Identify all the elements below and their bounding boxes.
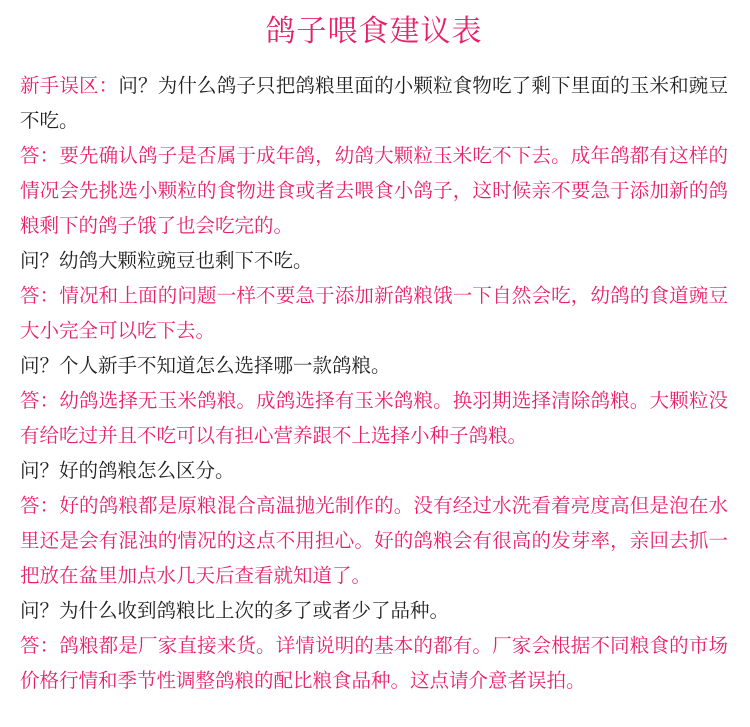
page-title: 鸽子喂食建议表 — [265, 14, 483, 49]
answer-3: 答：幼鸽选择无玉米鸽粮。成鸽选择有玉米鸽粮。换羽期选择清除鸽粮。大颗粒没有给吃过并且不吃可以有担心营养跟不上选择小种子鸽粮。 — [20, 389, 728, 447]
answer-2: 答：情况和上面的问题一样不要急于添加新鸽粮饿一下自然会吃，幼鸽的食道豌豆大小完全可以吃下去。 — [20, 284, 728, 342]
qa-list — [20, 68, 728, 698]
question-5: 问？为什么收到鸽粮比上次的多了或者少了品种。 — [20, 599, 450, 622]
intro-question — [20, 68, 728, 138]
answer-1: 答：要先确认鸽子是否属于成年鸽，幼鸽大颗粒玉米吃不下去。成年鸽都有这样的情况会先挑选小颗粒的食物进食或者去喂食小鸽子，这时候亲不要急于添加新的鸽粮剩下的鸽子饿了也会吃完的。 — [20, 144, 728, 237]
question-4: 问？好的鸽粮怎么区分。 — [20, 459, 235, 482]
intro-question-text: 问？为什么鸽子只把鸽粮里面的小颗粒食物吃了剩下里面的玉米和豌豆不吃。 — [20, 74, 728, 132]
question-2: 问？幼鸽大颗粒豌豆也剩下不吃。 — [20, 249, 313, 272]
answer-5: 答：鸽粮都是厂家直接来货。详情说明的基本的都有。厂家会根据不同粮食的市场价格行情和季节性调整鸽粮的配比粮食品种。这点请介意者误拍。 — [20, 634, 728, 692]
question-3: 问？个人新手不知道怎么选择哪一款鸽粮。 — [20, 354, 391, 377]
answer-4: 答：好的鸽粮都是原粮混合高温抛光制作的。没有经过水洗看着亮度高但是泡在水里还是会有混浊的情况的这点不用担心。好的鸽粮会有很高的发芽率，亲回去抓一把放在盆里加点水几天后查看就知道了。 — [20, 494, 728, 587]
newbie-mistakes-label: 新手误区： — [20, 74, 119, 97]
